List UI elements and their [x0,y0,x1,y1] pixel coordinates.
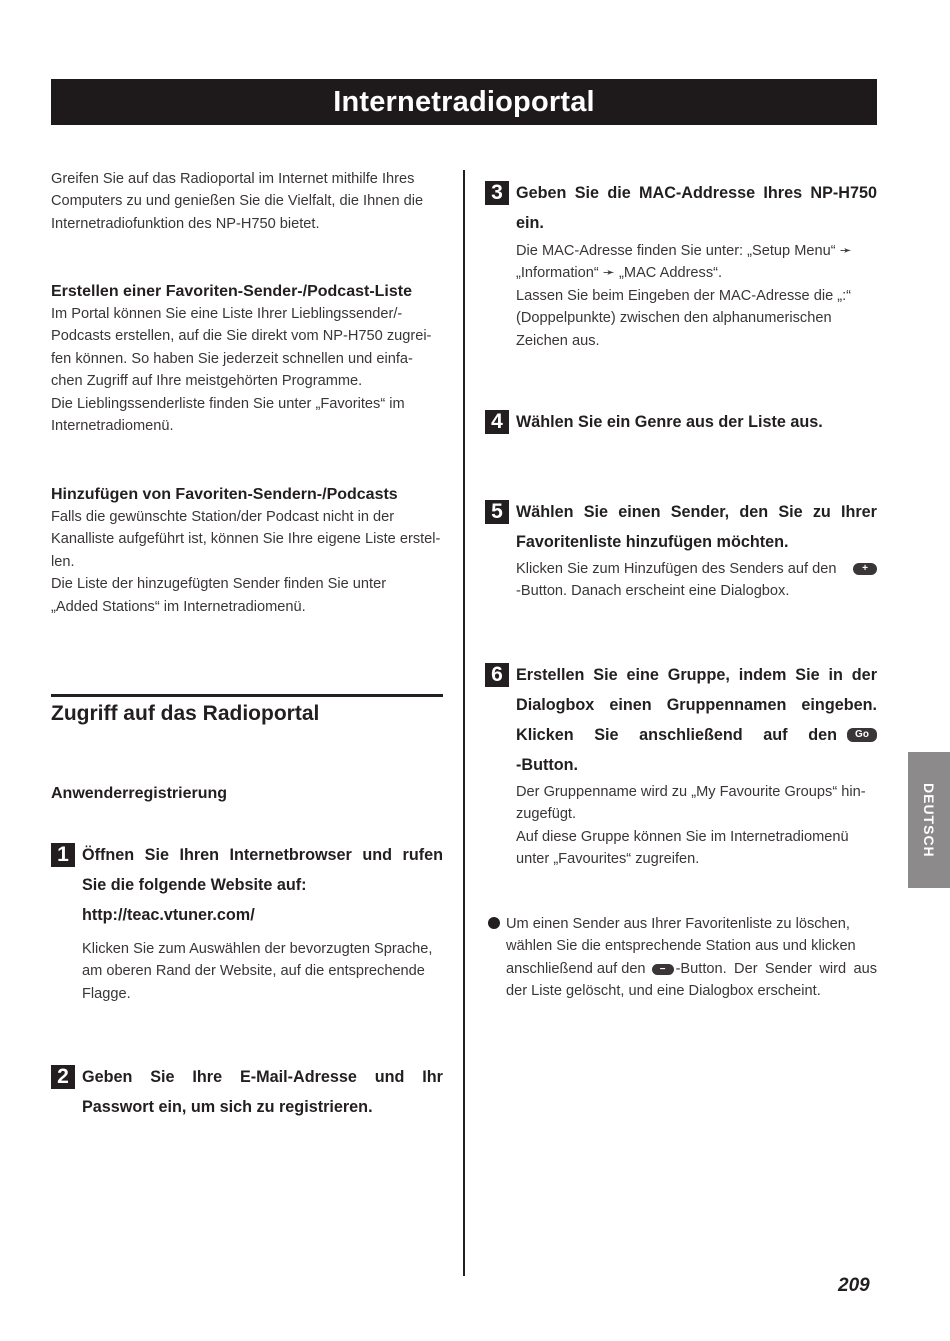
language-label: DEUTSCH [921,782,937,858]
text-line: zugefügt. [516,806,577,823]
text-line: Dialogbox einen Gruppennamen eingeben. [516,696,877,714]
text-line: Greifen Sie auf das Radioportal im Internet mithilfe Ihres [51,171,415,187]
text-line: Die Liste der hinzugefügten Sender finden Sie unter [51,576,387,593]
step-6-heading [516,660,877,780]
text-fragment: -Button. Der Sender wird aus [675,960,877,977]
text-line: am oberen Rand der Website, auf die entsprechende [82,963,425,980]
step-4-number: 4 [485,410,509,434]
text-line: „Information“ ➛ „MAC Address“. [516,265,723,282]
text-line: Erstellen Sie eine Gruppe, indem Sie in der [516,666,877,684]
step-6-body [516,781,877,871]
language-side-tab [908,752,950,888]
text-fragment: Klicken Sie zum Hinzufügen des Senders auf den [516,561,837,577]
text-line: der Liste gelöscht, und eine Dialogbox erscheint. [506,983,821,1000]
text-line: Wählen Sie einen Sender, den Sie zu Ihrer [516,503,877,521]
step-5-heading [516,497,877,557]
intro-paragraph [51,168,443,235]
page-number: 209 [838,1275,870,1296]
text-line: Lassen Sie beim Eingeben der MAC-Adresse die „:“ [516,287,852,304]
remove-favorite-button-icon: − [652,964,674,975]
step-1-heading [82,840,443,930]
text-line: len. [51,553,75,570]
text-line: chen Zugriff auf Ihre meistgehörten Programme. [51,373,363,390]
text-line: „Added Stations“ im Internetradiomenü. [51,598,306,615]
text-line: -Button. [516,756,579,774]
text-line: unter „Favourites“ zugreifen. [516,851,700,868]
text-line: Der Gruppenname wird zu „My Favourite Groups“ hin- [516,784,866,800]
bullet-icon [488,917,500,929]
column-divider [463,170,465,1276]
step-3-heading [516,178,877,238]
step-5-body [516,558,877,603]
text-line: Auf diese Gruppe können Sie im Internetradiomenü [516,828,849,845]
text-line: Flagge. [82,985,131,1002]
step-5-number: 5 [485,500,509,524]
text-line: -Button. Danach erscheint eine Dialogbox. [516,583,790,600]
text-line: Klicken Sie zum Auswählen der bevorzugten Sprache, [82,941,433,957]
text-line: Favoritenliste hinzufügen möchten. [516,533,789,551]
add-favorite-button-icon: + [853,563,877,575]
text-line: Die Lieblingssenderliste finden Sie unter „Favorites“ im [51,395,405,412]
text-line: (Doppelpunkte) zwischen den alphanumerischen [516,310,832,327]
text-line: Passwort ein, um sich zu registrieren. [82,1098,373,1116]
step-4-heading [516,407,877,437]
step-1-number: 1 [51,843,75,867]
text-line: Wählen Sie ein Genre aus der Liste aus. [516,413,823,431]
text-line: fen können. So haben Sie jederzeit schnellen und einfa- [51,350,413,367]
text-line [516,558,877,580]
text-line: wählen Sie die entsprechende Station aus und klicken [506,938,856,955]
go-button-icon: Go [847,728,877,742]
step-3-body [516,240,877,352]
page-title: Internetradioportal [333,85,595,118]
text-line: Zeichen aus. [516,332,600,349]
text-fragment: Klicken Sie anschließend auf den [516,726,837,744]
text-line: Internetradiomenü. [51,418,174,435]
add-stations-paragraph [51,506,443,618]
section-title: Zugriff auf das Radioportal [51,702,320,725]
text-line: Internetradiofunktion des NP-H750 bietet. [51,215,320,232]
section-rule [51,694,443,697]
text-line: Um einen Sender aus Ihrer Favoritenliste zu löschen, [506,916,850,932]
text-line: Die MAC-Adresse finden Sie unter: „Setup Menu“ ➛ [516,243,852,259]
text-line: Kanalliste aufgeführt ist, können Sie Ihre eigene Liste erstel- [51,531,441,548]
favorites-list-heading: Erstellen einer Favoriten-Sender-/Podcast-Liste [51,283,412,300]
text-line: Sie die folgende Website auf: [82,876,307,894]
text-line: Geben Sie Ihre E-Mail-Adresse und Ihr [82,1068,443,1086]
registration-subheading: Anwenderregistrierung [51,785,228,802]
text-line: Podcasts erstellen, auf die Sie direkt vom NP-H750 zugrei- [51,328,432,345]
text-line: Computers zu und genießen Sie die Vielfalt, die Ihnen die [51,193,424,210]
page-title-bar [51,79,877,125]
step-2-number: 2 [51,1065,75,1089]
delete-note-paragraph [506,913,877,1003]
step-2-heading [82,1062,443,1122]
text-line: Öffnen Sie Ihren Internetbrowser und rufen [82,846,443,864]
text-line: Im Portal können Sie eine Liste Ihrer Lieblingssender/- [51,306,403,322]
text-line [516,720,877,750]
website-url: http://teac.vtuner.com/ [82,906,255,924]
text-line: Geben Sie die MAC-Addresse Ihres NP-H750 [516,184,877,202]
text-line [506,958,877,980]
step-6-number: 6 [485,663,509,687]
add-stations-heading: Hinzufügen von Favoriten-Sendern-/Podcasts [51,486,398,503]
text-fragment: anschließend auf den [506,960,646,977]
favorites-list-paragraph [51,303,443,437]
text-line: ein. [516,214,544,232]
text-line: Falls die gewünschte Station/der Podcast nicht in der [51,509,395,525]
step-3-number: 3 [485,181,509,205]
step-1-body [82,938,443,1005]
